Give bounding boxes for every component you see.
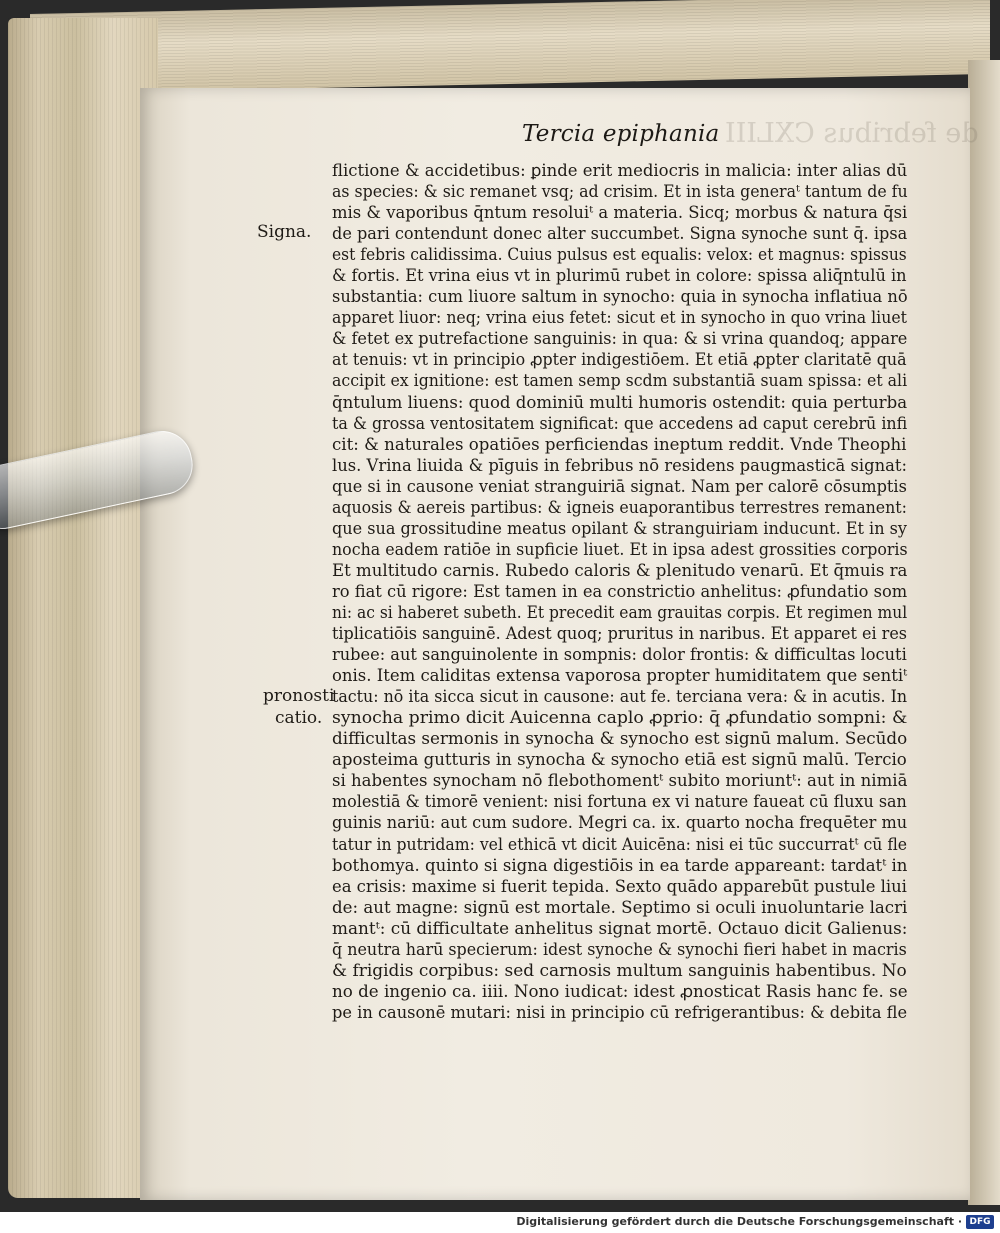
book-top-edge xyxy=(30,0,990,94)
text-line: ta & grossa ventositatem significat: que accedens ad caput cerebrū infi xyxy=(332,413,908,433)
text-line: aquosis & aereis partibus: & igneis euaporantibus terrestres remanent: xyxy=(332,497,907,517)
text-line: ea crisis: maxime si fuerit tepida. Sexto quādo apparebūt pustule liui xyxy=(332,876,907,896)
text-line: ro fiat cū rigore: Est tamen in ea constrictio anhelitus: ꝓfundatio som xyxy=(332,581,908,601)
text-line: & fortis. Et vrina eius vt in plurimū rubet in colore: spissa aliq̄ntulū in xyxy=(332,266,907,286)
text-line: aposteima gutturis in synocha & synocho etiā est signū malū. Tercio xyxy=(332,750,907,770)
text-line: Et multitudo carnis. Rubedo caloris & plenitudo venarū. Et q̄muis ra xyxy=(332,560,908,580)
text-line: lus. Vrina liuida & pīguis in febribus nō residens paugmasticā signat: xyxy=(332,455,907,475)
text-line: no de ingenio ca. iiii. Nono iudicat: idest ꝓnosticat Rasis hanc fe. se xyxy=(332,981,908,1001)
text-line: flictione & accidetibus: ꝑinde erit mediocris in malicia: inter alias dū xyxy=(332,161,908,180)
text-line: de pari contendunt donec alter succumbet. Signa synoche sunt q̄. ipsa xyxy=(332,224,908,244)
text-line: onis. Item caliditas extensa vaporosa propter humiditatem que sentiᵗ xyxy=(332,666,908,686)
text-line: tiplicatiōis sanguinē. Adest quoq; pruritus in naribus. Et apparet ei res xyxy=(332,624,908,644)
text-line: que si in causone veniat stranguiriā signat. Nam per calorē cōsumptis xyxy=(332,476,907,496)
marginal-note-pronosti: pronosti xyxy=(263,686,335,706)
book-fore-edge xyxy=(8,18,158,1198)
text-line: si habentes synocham nō flebothomentᵗ subito moriuntᵗ: aut in nimiā xyxy=(332,771,908,791)
text-line: pe in causonē mutari: nisi in principio cū refrigerantibus: & debita fle xyxy=(332,1002,908,1022)
text-line: bothomya. quinto si signa digestiōis in ea tarde appareant: tardatᵗ in xyxy=(332,855,908,875)
text-line: as species: & sic remanet vsq; ad crisim. Et in ista generaᵗ tantum de fu xyxy=(332,182,908,202)
dfg-logo-icon: DFG xyxy=(966,1215,994,1229)
main-text-column xyxy=(332,160,922,1023)
text-line: & fetet ex putrefactione sanguinis: in qua: & si vrina quandoq; appare xyxy=(332,329,908,349)
text-line: que sua grossitudine meatus opilant & stranguiriam inducunt. Et in sy xyxy=(332,518,907,538)
facing-page-edge xyxy=(968,60,1000,1205)
text-line: rubee: aut sanguinolente in sompnis: dolor frontis: & difficultas locuti xyxy=(332,645,907,665)
text-line: nocha eadem ratiōe in supficie liuet. Et in ipsa adest grossities corporis xyxy=(332,539,908,559)
footer-bar xyxy=(0,1212,1000,1233)
text-line: mantᵗ: cū difficultate anhelitus signat mortē. Octauo dicit Galienus: xyxy=(332,918,908,938)
text-line: accipit ex ignitione: est tamen semp scdm substantiā suam spissa: et ali xyxy=(332,371,908,391)
text-line: tactu: nō ita sicca sicut in causone: aut fe. terciana vera: & in acutis. In xyxy=(332,687,908,707)
text-line: mis & vaporibus q̄ntum resoluiᵗ a materia. Sicq; morbus & natura q̄si xyxy=(332,203,908,223)
funding-credit: Digitalisierung gefördert durch die Deutsche Forschungsgemeinschaft · xyxy=(516,1215,962,1228)
text-line: at tenuis: vt in principio ꝓpter indigestiōem. Et etiā ꝓpter claritatē quā xyxy=(332,350,907,370)
show-through-heading: de febribus CXLIII xyxy=(725,118,979,149)
text-line: q̄ntulum liuens: quod dominiū multi humoris ostendit: quia perturba xyxy=(332,392,908,412)
text-line: molestiā & timorē venient: nisi fortuna ex vi nature faueat cū fluxu san xyxy=(332,792,907,812)
text-line: ni: ac si haberet subeth. Et precedit eam grauitas corpis. Et regimen mul xyxy=(332,602,908,622)
text-line: tatur in putridam: vel ethicā vt dicit Auicēna: nisi ei tūc succurratᵗ cū fle xyxy=(332,834,908,854)
text-line: substantia: cum liuore saltum in synocho: quia in synocha inflatiua nō xyxy=(332,287,908,307)
marginal-note-signa: Signa. xyxy=(257,222,312,242)
text-line: difficultas sermonis in synocha & synocho est signū malum. Secūdo xyxy=(332,729,908,749)
text-line: est febris calidissima. Cuius pulsus est equalis: velox: et magnus: spissus xyxy=(332,245,907,265)
marginal-note-catio: catio. xyxy=(275,708,323,728)
text-line: cit: & naturales opatiōes perficiendas ineptum reddit. Vnde Theophi xyxy=(332,434,907,454)
text-line: synocha primo dicit Auicenna caplo ꝓprio: q̄ ꝓfundatio sompni: & xyxy=(332,708,908,728)
text-line: de: aut magne: signū est mortale. Septimo si oculi inuoluntarie lacri xyxy=(332,897,908,917)
text-line: apparet liuor: neq; vrina eius fetet: sicut et in synocho in quo vrina liuet xyxy=(332,308,907,328)
text-line: guinis nariū: aut cum sudore. Megri ca. ix. quarto nocha frequēter mu xyxy=(332,813,908,833)
text-line: & frigidis corpibus: sed carnosis multum sanguinis habentibus. No xyxy=(332,960,907,980)
running-head: Tercia epiphania xyxy=(522,121,720,147)
text-line: q̄ neutra harū specierum: idest synoche & synochi fieri habet in macris xyxy=(332,939,907,959)
